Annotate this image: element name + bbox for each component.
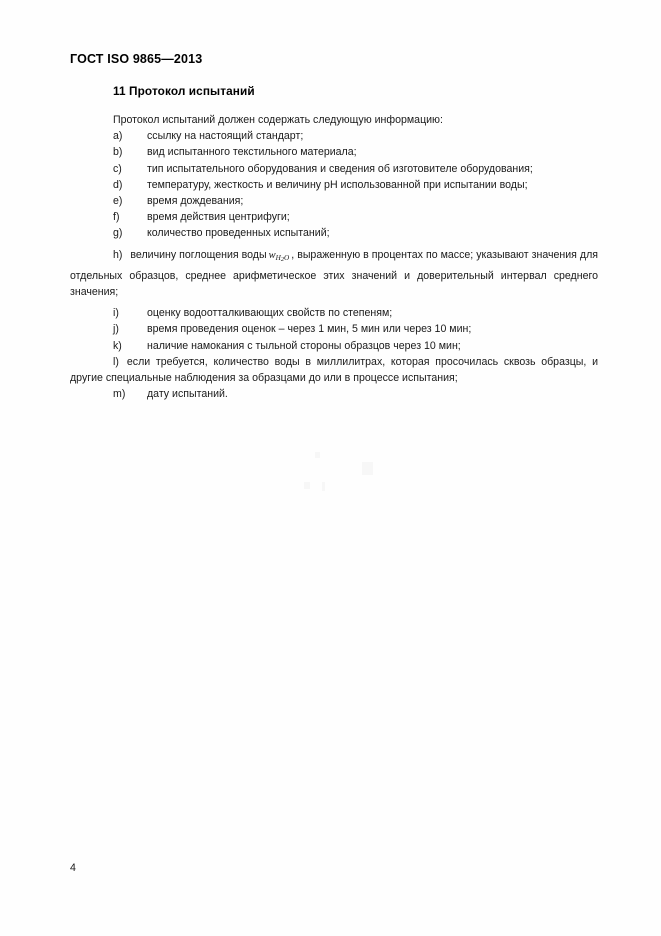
list-marker: i) bbox=[113, 307, 119, 320]
list-item-text: тип испытательного оборудования и сведения об изготовителе оборудования; bbox=[147, 162, 533, 175]
requirements-list bbox=[70, 128, 598, 402]
list-item bbox=[113, 321, 598, 337]
intro-paragraph: Протокол испытаний должен содержать следующую информацию: bbox=[113, 114, 443, 126]
list-marker: l) bbox=[113, 355, 119, 368]
scan-artifact bbox=[362, 462, 373, 475]
list-marker: d) bbox=[113, 178, 123, 191]
list-item bbox=[113, 338, 598, 354]
list-marker: j) bbox=[113, 323, 119, 336]
list-marker: g) bbox=[113, 227, 123, 240]
water-absorption-formula bbox=[267, 250, 292, 261]
list-item bbox=[113, 128, 598, 144]
list-item bbox=[113, 209, 598, 225]
running-header: ГОСТ ISO 9865—2013 bbox=[70, 52, 203, 66]
formula-subscript bbox=[276, 254, 290, 262]
scan-artifact bbox=[315, 452, 320, 458]
list-item-text: оценку водоотталкивающих свойств по степеням; bbox=[147, 307, 393, 320]
page-content bbox=[70, 84, 598, 402]
list-item-text: дату испытаний. bbox=[147, 388, 228, 401]
subscript-element-o: O bbox=[284, 253, 290, 262]
list-item-text: время дождевания; bbox=[147, 195, 244, 208]
list-marker: f) bbox=[113, 211, 120, 224]
list-item-text: ссылку на настоящий стандарт; bbox=[147, 130, 304, 143]
list-item-text: если требуется, количество воды в миллилитрах, которая просочилась сквозь образцы, и другие специальные наблюдения за образцами до или в процессе испытания; bbox=[70, 355, 598, 385]
list-item-text: количество проведенных испытаний; bbox=[147, 227, 330, 240]
list-marker: m) bbox=[113, 388, 126, 401]
list-item bbox=[113, 144, 598, 160]
list-item-text: вид испытанного текстильного материала; bbox=[147, 146, 357, 159]
subscript-element-h: H bbox=[275, 253, 281, 262]
list-marker: a) bbox=[113, 130, 123, 143]
list-item-text: время проведения оценок – через 1 мин, 5 мин или через 10 мин; bbox=[147, 323, 472, 336]
scan-artifact bbox=[322, 482, 325, 491]
subscript-digit-2: 2 bbox=[280, 255, 285, 263]
section-heading: 11 Протокол испытаний bbox=[113, 84, 255, 98]
list-item bbox=[113, 161, 598, 177]
list-marker: c) bbox=[113, 162, 122, 175]
list-item-text-after-formula: , выраженную в процентах по массе; указывают значения для отдельных образцов, среднее арифметическое этих значений и доверительный интервал среднего значения; bbox=[70, 248, 599, 299]
list-item bbox=[113, 193, 598, 209]
list-item bbox=[113, 386, 598, 402]
list-item-water-absorption bbox=[70, 247, 598, 301]
page-number: 4 bbox=[70, 862, 76, 874]
list-marker: b) bbox=[113, 146, 123, 159]
list-item-text: наличие намокания с тыльной стороны образцов через 10 мин; bbox=[147, 339, 461, 352]
list-item bbox=[70, 354, 598, 386]
formula-symbol: w bbox=[268, 249, 276, 261]
list-item bbox=[113, 177, 598, 193]
list-marker: k) bbox=[113, 339, 122, 352]
list-marker: e) bbox=[113, 195, 123, 208]
list-item-text: время действия центрифуги; bbox=[147, 211, 290, 224]
list-item-text: температуру, жесткость и величину pH использованной при испытании воды; bbox=[147, 178, 528, 191]
list-item bbox=[113, 225, 598, 241]
list-marker: h) bbox=[113, 248, 123, 261]
list-item-text-before-formula: величину поглощения воды bbox=[130, 248, 267, 261]
list-item bbox=[113, 305, 598, 321]
scan-artifact bbox=[304, 482, 310, 489]
